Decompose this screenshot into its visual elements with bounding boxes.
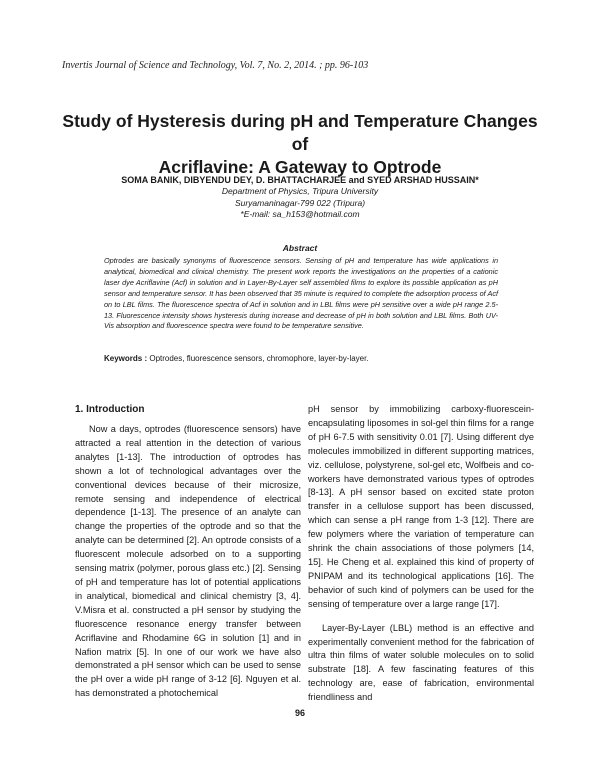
keywords-text: Optrodes, fluorescence sensors, chromophore, layer-by-layer. (147, 354, 369, 363)
keywords-label: Keywords : (104, 354, 148, 363)
abstract-heading: Abstract (282, 243, 318, 253)
affiliation-department: Department of Physics, Tripura University (221, 186, 379, 196)
affiliation-email: *E-mail: sa_h153@hotmail.com (240, 209, 360, 219)
affiliation-address: Suryamaninagar-799 022 (Tripura) (234, 197, 366, 208)
intro-paragraph-1: Now a days, optrodes (fluorescence sensors) have attracted a real attention in the detection of various analytes [1-13]. The introduction of optrodes has shown a lot of technological advantages over the conventional devices because of their microsize, remote sensing and independence of electrical dependence [1-13]. The presence of an analyte can change the properties of the optrode and so that the analyte can be determined [2]. An optrode consists of a fluorescent molecule adsorbed on to a supporting sensing matrix (polymer, porous glass etc.) [2]. Sensing of pH and temperature has lot of potential applications in analytical, biomedical and clinical chemistry [3, 4]. V.Misra et al. constructed a pH sensor by studying the fluorescence resonance energy transfer between Acriflavine and Rhodamine 6G in solution [1] and in Nafion matrix [5]. In one of our work we have also demonstrated a pH sensor which can be used to sense the pH over a wide pH range of 3-12 [6]. Nguyen et al. has demonstrated a photochemical (75, 424, 301, 699)
author-list: SOMA BANIK, DIBYENDU DEY, D. BHATTACHARJEE and SYED ARSHAD HUSSAIN* (121, 175, 479, 185)
title-line-1: Study of Hysteresis during pH and Temperature Changes of (62, 111, 538, 154)
page-number: 96 (294, 708, 305, 718)
affiliation (60, 186, 540, 221)
intro-paragraph-1-continued: pH sensor by immobilizing carboxy-fluorescein-encapsulating liposomes in sol-gel thin films for a range of pH 6-7.5 with sensitivity 0.01 [7]. Using different dye molecules immobilized in different supporting matrices, viz. cellulose, polystyrene, sol-gel etc, Wolfbeis and co-workers have demonstrated various types of optrodes [8-13]. A pH sensor based on excited state proton transfer in a cellulose support has been discussed, which can sense a pH range from 1-3 [12]. There are few polymers where the variation of temperature can shrink the chain associations of those polymers [14, 15]. He Cheng et al. explained this kind of property of PNIPAM and its technological applications [16]. The behavior of such kind of polymers can be used for the sensing of temperature over a large range [17]. (308, 404, 534, 609)
abstract-text: Optrodes are basically synonyms of fluorescence sensors. Sensing of pH and temperature has wide applications in analytical, biomedical and clinical chemistry. The present work reports the investigations on the properties of a cationic laser dye Acriflavine (Acf) in solution and in Layer-By-Layer self assembled films to explore its possible application as pH sensor and temperature sensor. It has been observed that 35 minute is required to complete the adsorption process of Acf on to LBL films. The fluorescence spectra of Acf in solution and in LBL films were pH sensitive over a wide pH range 2.5-13. Fluorescence intensity shows hysteresis during increase and decrease of pH in both solution and LBL films. Both UV-Vis absorption and fluorescence spectra were found to be temperature sensitive. (104, 256, 498, 331)
journal-citation: Invertis Journal of Science and Technology, Vol. 7, No. 2, 2014. ; pp. 96-103 (62, 60, 369, 71)
left-column (75, 423, 301, 701)
intro-paragraph-2: Layer-By-Layer (LBL) method is an effective and experimentally convenient method for the fabrication of ultra thin films of water soluble molecules on to solid substrate [18]. A few fascinating features of this technology are, ease of fabrication, environmental friendliness and (308, 622, 534, 703)
paper-title (60, 110, 540, 179)
title-line-2: Acriflavine: A Gateway to Optrode (158, 157, 442, 177)
keywords (104, 354, 504, 363)
right-column (308, 403, 534, 705)
section-heading-introduction: 1. Introduction (75, 404, 145, 415)
